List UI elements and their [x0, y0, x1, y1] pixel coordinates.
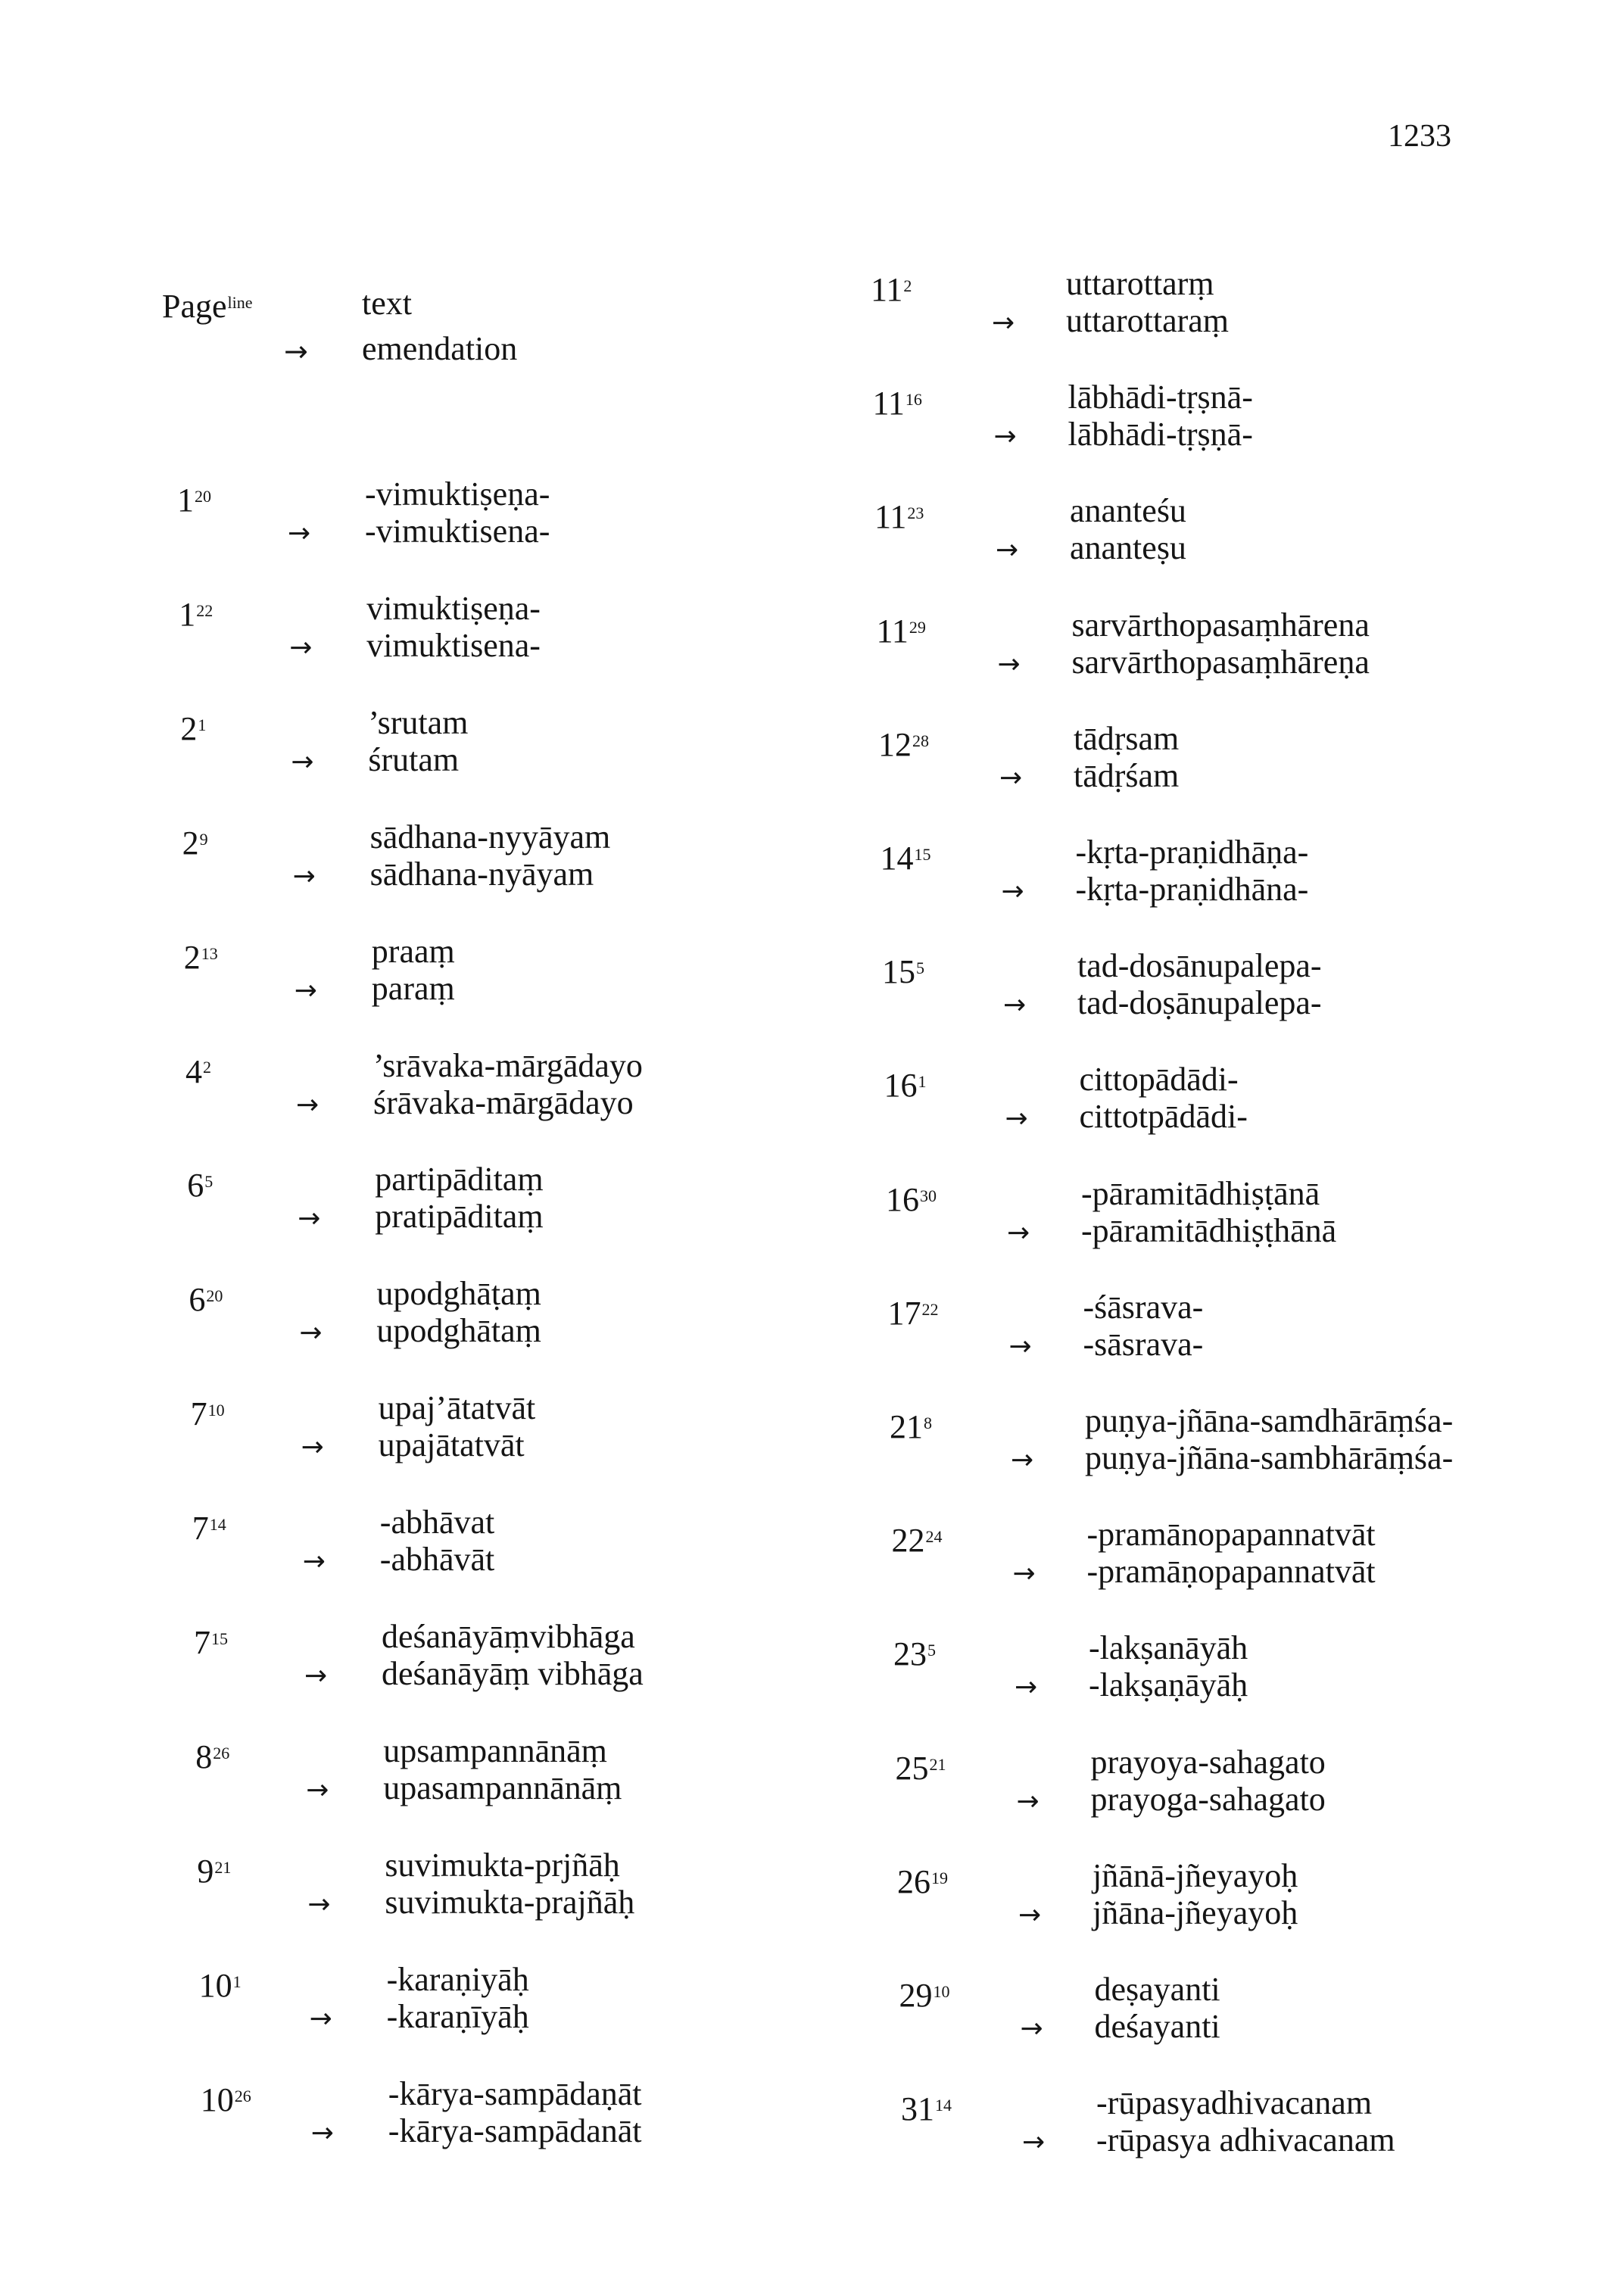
original-text: praaṃ: [371, 932, 455, 970]
page-number: 10: [198, 1966, 232, 2004]
page-line-ref: [882, 953, 924, 990]
arrow-icon: →: [1016, 1785, 1040, 1817]
emended-text: -abhāvāt: [379, 1541, 495, 1579]
page-line-ref: [897, 1863, 948, 1900]
page-number: 2: [182, 824, 199, 862]
page-number: 9: [197, 1852, 214, 1890]
page-number: 2: [180, 709, 198, 747]
original-text: upsampannānāṃ: [383, 1731, 607, 1769]
page-number: 29: [899, 1977, 933, 2014]
original-text: upodghāṭaṃ: [376, 1275, 541, 1313]
emended-text: śrāvaka-mārgādayo: [373, 1083, 634, 1121]
page-line-ref: [177, 482, 211, 519]
arrow-icon: →: [289, 631, 313, 663]
legend-line-label: line: [227, 292, 253, 312]
original-text: lābhādi-tṛṣnā-: [1068, 379, 1253, 416]
page-line-ref: [194, 1624, 228, 1661]
original-text: -pramānopapannatvāt: [1086, 1516, 1376, 1554]
page-line-ref: [886, 1181, 937, 1218]
emended-text: deśanāyāṃ vibhāga: [382, 1655, 644, 1692]
emended-text: -lakṣaṇāyāḥ: [1089, 1666, 1248, 1704]
page-number: 12: [878, 725, 912, 763]
errata-entry: [189, 1275, 870, 1349]
page-line-ref: [877, 612, 926, 650]
page-number: 26: [897, 1862, 930, 1900]
errata-entry: [882, 947, 1563, 1021]
line-number: 24: [925, 1527, 943, 1547]
emended-text: -rūpasya adhivacanam: [1096, 2121, 1395, 2159]
original-text: ’srāvaka-mārgādayo: [373, 1046, 643, 1084]
arrow-icon: →: [296, 1089, 320, 1121]
emended-text: -kārya-sampādanāt: [388, 2112, 642, 2149]
page-number: 22: [891, 1522, 925, 1560]
original-text: -śāsrava-: [1083, 1288, 1204, 1326]
arrow-icon: →: [1005, 1103, 1028, 1135]
page-line-ref: [890, 1408, 932, 1445]
line-number: 28: [912, 731, 929, 750]
page-number: 7: [194, 1624, 210, 1661]
page-line-ref: [899, 1977, 950, 2014]
original-text: tādṛsam: [1074, 719, 1180, 757]
errata-entry: [191, 1389, 872, 1463]
errata-entry: [177, 475, 859, 550]
page-number: 11: [872, 385, 905, 422]
arrow-icon: →: [310, 2117, 334, 2149]
arrow-icon: →: [309, 2003, 332, 2034]
emended-text: -pramāṇopapannatvāt: [1086, 1553, 1376, 1591]
emended-text: sādhana-nyāyam: [369, 855, 594, 893]
arrow-icon: →: [1012, 1558, 1036, 1590]
page-line-ref: [185, 1053, 211, 1090]
line-number: 10: [933, 1981, 950, 2001]
line-number: 2: [203, 1058, 211, 1077]
arrow-icon: →: [992, 307, 1015, 338]
emended-text: -sāsrava-: [1083, 1325, 1204, 1363]
emended-text: -pāramitādhiṣṭhānā: [1081, 1211, 1337, 1249]
errata-entry: [195, 1732, 877, 1806]
errata-entry: [873, 379, 1554, 453]
errata-entry: [180, 704, 862, 778]
page-line-ref: [878, 726, 929, 763]
line-number: 14: [209, 1515, 226, 1534]
page-line-ref: [199, 1967, 242, 2004]
line-number: 15: [211, 1629, 228, 1648]
arrow-icon: →: [1007, 1217, 1030, 1248]
errata-entry: [179, 590, 860, 664]
errata-entry: [878, 720, 1560, 794]
line-number: 30: [920, 1186, 937, 1205]
page-line-ref: [179, 596, 213, 633]
errata-entry: [192, 1504, 874, 1578]
original-text: -abhāvat: [379, 1504, 495, 1541]
page-number: 15: [882, 953, 915, 991]
line-number: 1: [198, 715, 207, 734]
line-number: 16: [905, 390, 922, 410]
line-number: 1: [918, 1072, 927, 1092]
line-number: 26: [234, 2086, 251, 2105]
arrow-icon: →: [299, 1317, 323, 1349]
original-text: ’srutam: [368, 703, 469, 741]
page-line-ref: [892, 1522, 943, 1559]
page-line-ref: [871, 271, 912, 308]
emended-text: upajātatvāt: [378, 1426, 525, 1464]
page-number: 1: [177, 482, 194, 519]
emended-text: śrutam: [368, 740, 460, 778]
original-text: prayoya-sahagato: [1090, 1743, 1326, 1781]
emended-text: vimuktisena-: [366, 626, 541, 664]
legend-text-label: text: [362, 285, 412, 322]
errata-entry: [897, 1857, 1579, 1931]
arrow-icon: →: [292, 860, 316, 892]
arrow-icon: →: [1003, 990, 1027, 1021]
emended-text: uttarottaraṃ: [1066, 302, 1230, 339]
errata-entry: [182, 818, 864, 893]
arrow-icon: →: [1022, 2127, 1046, 2158]
line-number: 5: [204, 1172, 214, 1192]
original-text: deṣayanti: [1094, 1971, 1220, 2008]
page-number: 2: [183, 938, 201, 976]
errata-entry: [199, 1961, 881, 2035]
original-text: -lakṣanāyāh: [1089, 1629, 1248, 1667]
line-number: 9: [199, 829, 208, 849]
errata-entry: [871, 265, 1552, 339]
original-text: -rūpasyadhivacanam: [1096, 2084, 1373, 2122]
arrow-icon: →: [997, 648, 1021, 680]
page-line-ref: [888, 1295, 939, 1332]
arrow-icon: →: [999, 762, 1023, 793]
page-line-ref: [901, 2090, 952, 2127]
page-number: 31: [901, 2090, 934, 2128]
page-number: 16: [886, 1180, 919, 1218]
page-number: 16: [884, 1067, 918, 1105]
original-text: suvimukta-prjñāḥ: [385, 1846, 620, 1884]
emended-text: deśayanti: [1094, 2008, 1220, 2045]
page-number: 11: [871, 271, 903, 308]
line-number: 26: [213, 1743, 230, 1763]
line-number: 1: [232, 1971, 242, 1991]
emended-text: lābhādi-tṛṣṇā-: [1068, 416, 1253, 454]
page-line-ref: [874, 498, 924, 535]
page-line-ref: [201, 2081, 251, 2118]
arrow-icon: →: [288, 518, 311, 549]
arrow-icon: →: [1008, 1330, 1032, 1362]
errata-entry: [893, 1629, 1575, 1703]
errata-entry: [884, 1061, 1566, 1135]
errata-entry: [886, 1175, 1567, 1249]
original-text: vimuktiṣeṇa-: [366, 589, 541, 627]
emended-text: tādṛśam: [1074, 756, 1180, 794]
page-number: 14: [880, 840, 914, 877]
errata-entry: [187, 1161, 868, 1235]
arrow-icon: →: [307, 1888, 331, 1920]
line-number: 19: [931, 1868, 948, 1887]
errata-entry: [877, 606, 1558, 681]
errata-entry: [874, 492, 1556, 566]
original-text: -kārya-sampādaṇāt: [388, 2074, 642, 2112]
emended-text: prayoga-sahagato: [1090, 1780, 1326, 1818]
line-number: 5: [916, 958, 924, 978]
original-text: ananteśu: [1070, 492, 1186, 530]
page-line-ref: [182, 824, 208, 862]
page-number: 7: [190, 1395, 207, 1433]
original-text: puṇya-jñāna-samdhārāṃśa-: [1085, 1402, 1454, 1439]
emended-text: pratipāditaṃ: [375, 1198, 544, 1236]
errata-entry: [901, 2084, 1582, 2158]
page-line-ref: [884, 1067, 927, 1104]
emended-text: paraṃ: [371, 969, 455, 1007]
arrow-icon: →: [301, 1432, 324, 1463]
arrow-icon: →: [302, 1546, 326, 1578]
line-number: 2: [903, 276, 912, 295]
page-number: 17: [887, 1294, 921, 1332]
arrow-icon: →: [294, 974, 317, 1006]
emended-text: -vimuktisena-: [365, 513, 550, 550]
errata-entry: [185, 1047, 867, 1121]
line-number: 15: [914, 844, 931, 864]
original-text: upaj’ātatvāt: [378, 1389, 536, 1427]
page-number: 11: [874, 498, 907, 536]
line-number: 21: [214, 1857, 232, 1877]
original-text: -vimuktiṣeṇa-: [365, 475, 550, 513]
line-number: 29: [909, 617, 926, 637]
page-line-ref: [189, 1281, 223, 1318]
line-number: 13: [201, 943, 218, 963]
arrow-icon: →: [1020, 2013, 1043, 2044]
errata-entry: [197, 1847, 878, 1921]
arrow-icon: →: [304, 1660, 328, 1691]
original-text: -pāramitādhiṣṭānā: [1081, 1174, 1320, 1212]
original-text: -karaṇiyāḥ: [386, 1960, 529, 1998]
original-text: jñānā-jñeyayoḥ: [1093, 1856, 1298, 1894]
original-text: cittopādādi-: [1079, 1061, 1239, 1099]
arrow-icon: →: [284, 335, 308, 368]
errata-entry: [890, 1402, 1571, 1476]
page-number: 4: [185, 1052, 202, 1090]
emended-text: tad-doṣānupalepa-: [1077, 984, 1322, 1022]
errata-entry: [201, 2075, 882, 2149]
folio-page-number: 1233: [1388, 119, 1451, 154]
arrow-icon: →: [306, 1774, 329, 1806]
page-number: 11: [876, 612, 909, 650]
emended-text: ananteṣu: [1070, 529, 1186, 567]
arrow-icon: →: [1011, 1445, 1034, 1476]
line-number: 5: [927, 1641, 936, 1660]
emended-text: -kṛta-praṇidhāna-: [1075, 871, 1309, 908]
emended-text: suvimukta-prajñāḥ: [385, 1883, 635, 1921]
emended-text: upodghātaṃ: [376, 1312, 541, 1350]
page-number: 10: [200, 2080, 234, 2118]
original-text: uttarottarṃ: [1066, 265, 1214, 302]
line-number: 20: [206, 1286, 223, 1306]
arrow-icon: →: [993, 421, 1017, 453]
page-line-ref: [881, 840, 931, 877]
page-line-ref: [197, 1853, 231, 1890]
arrow-icon: →: [996, 535, 1019, 566]
errata-entry: [194, 1618, 875, 1692]
page-number: 1: [179, 595, 196, 633]
emended-text: jñāna-jñeyayoḥ: [1093, 1893, 1298, 1931]
line-number: 23: [907, 503, 924, 523]
page-line-ref: [180, 710, 206, 747]
page-line-ref: [187, 1167, 213, 1204]
arrow-icon: →: [298, 1203, 321, 1235]
original-text: -kṛta-praṇidhāṇa-: [1075, 834, 1309, 871]
arrow-icon: →: [1001, 876, 1024, 907]
errata-entry: [896, 1744, 1577, 1818]
page-line-ref: [195, 1738, 229, 1775]
page-line-ref: [192, 1510, 226, 1547]
arrow-icon: →: [291, 746, 314, 778]
emended-text: sarvārthopasaṃhāreṇa: [1071, 643, 1370, 681]
original-text: partipāditaṃ: [375, 1161, 544, 1198]
line-number: 14: [935, 2096, 952, 2115]
arrow-icon: →: [1015, 1672, 1038, 1703]
page-line-ref: [873, 385, 922, 422]
emended-text: upasampannānāṃ: [383, 1769, 622, 1806]
page-line-ref: [191, 1395, 225, 1432]
page-line-ref: [893, 1635, 936, 1672]
line-number: 21: [929, 1754, 946, 1774]
line-number: 8: [924, 1413, 932, 1432]
original-text: tad-dosānupalepa-: [1077, 947, 1322, 985]
page-number: 7: [192, 1510, 209, 1548]
errata-entry: [899, 1971, 1581, 2045]
legend-page-label: Page: [162, 288, 227, 325]
page-number: 23: [893, 1635, 927, 1673]
arrow-icon: →: [1018, 1899, 1042, 1931]
original-text: sādhana-nyyāyam: [369, 818, 611, 856]
errata-entry: [888, 1289, 1569, 1363]
line-number: 22: [921, 1299, 939, 1319]
errata-entry: [881, 834, 1562, 908]
page-line-ref: [896, 1750, 946, 1787]
line-number: 10: [207, 1401, 225, 1420]
emended-text: puṇya-jñāna-sambhārāṃśa-: [1085, 1439, 1454, 1476]
page-number: 6: [187, 1167, 204, 1205]
page-line-ref: [184, 939, 218, 976]
legend-emendation-label: emendation: [362, 330, 518, 367]
page-number: 21: [890, 1408, 923, 1445]
page-number: 6: [189, 1281, 206, 1319]
errata-entry: [892, 1516, 1573, 1590]
legend-page-line: [162, 288, 253, 325]
original-text: deśanāyāṃvibhāga: [382, 1618, 635, 1655]
page-number: 25: [895, 1749, 929, 1787]
line-number: 22: [196, 600, 214, 620]
line-number: 20: [195, 486, 211, 506]
emended-text: -karaṇīyāḥ: [386, 1997, 529, 2035]
page-number: 8: [195, 1738, 213, 1775]
emended-text: cittotpādādi-: [1079, 1098, 1248, 1136]
errata-entry: [184, 933, 865, 1007]
original-text: sarvārthopasaṃhārena: [1071, 606, 1370, 644]
